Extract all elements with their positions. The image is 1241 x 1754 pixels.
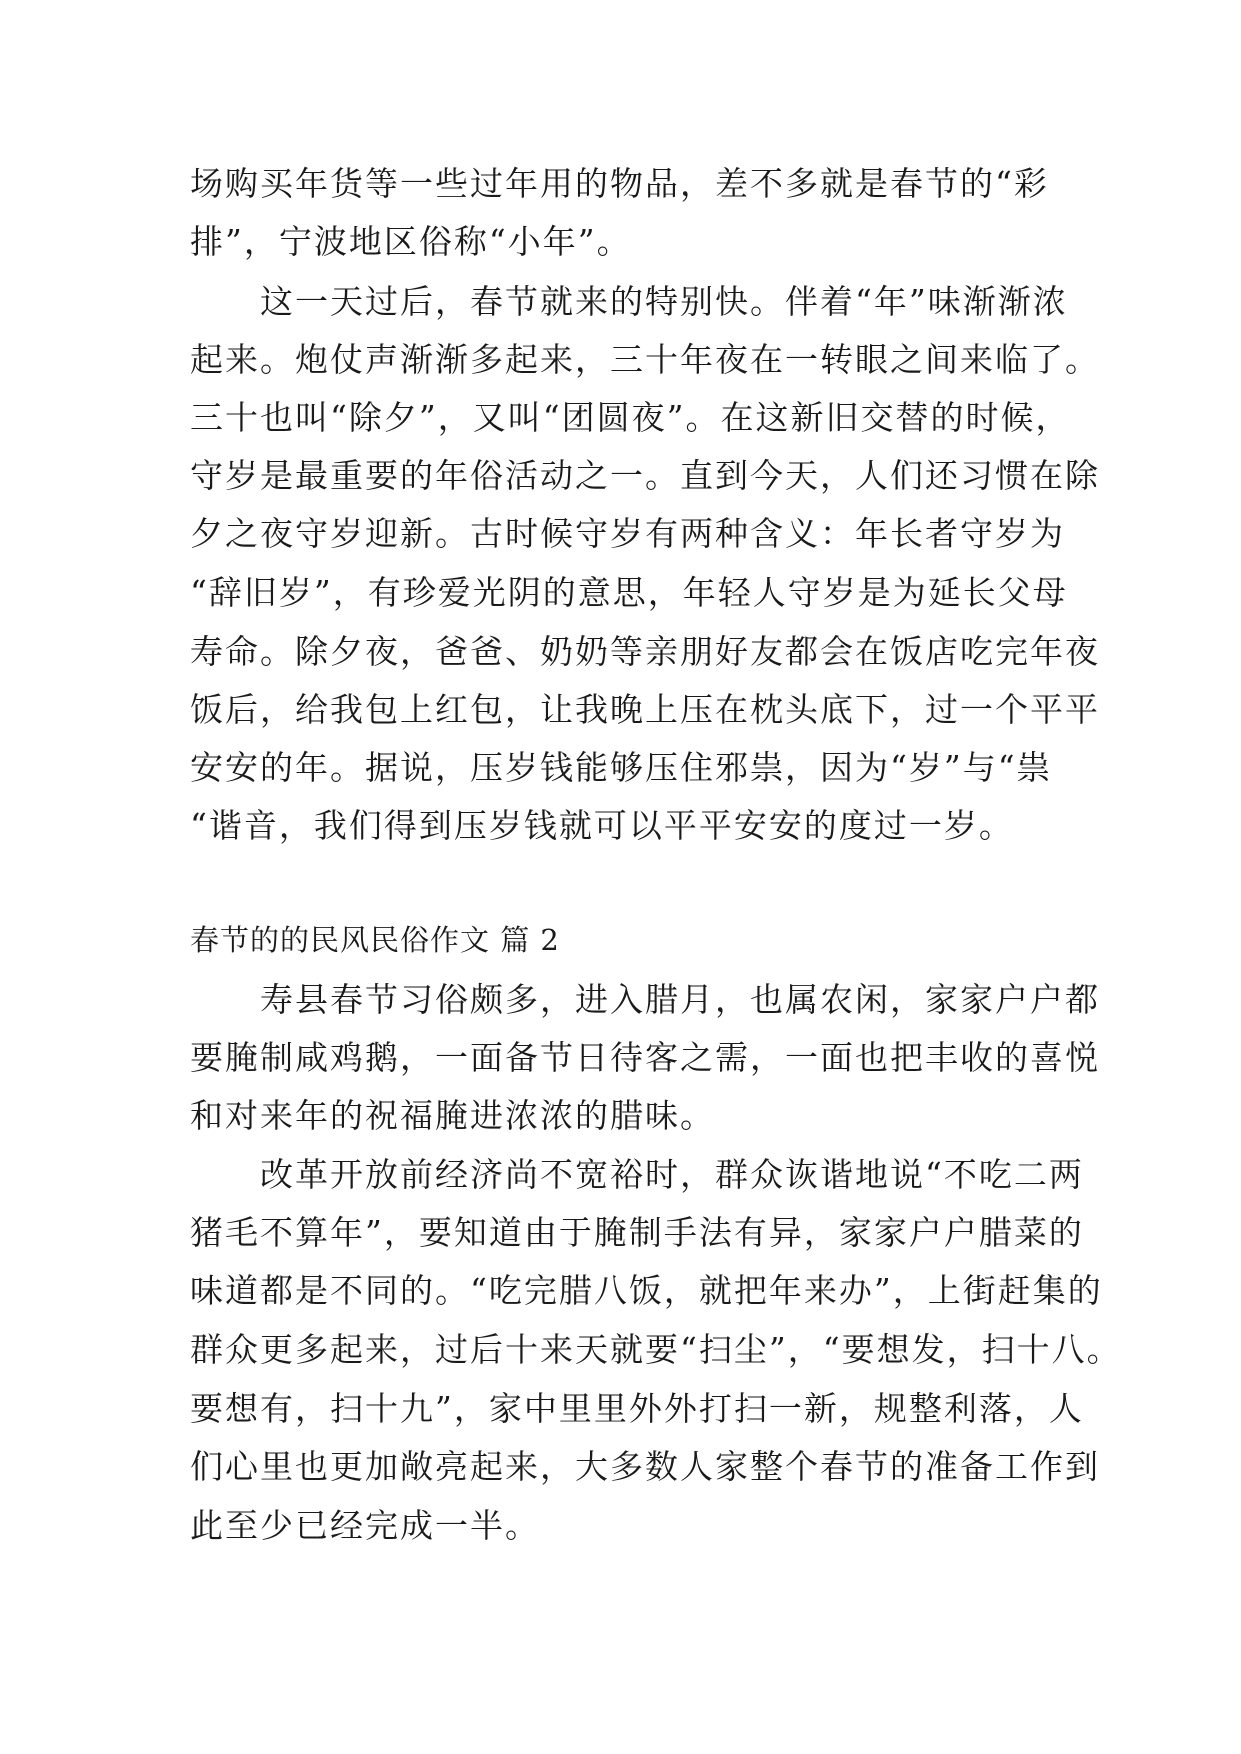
text-line: 要腌制咸鸡鹅，一面备节日待客之需，一面也把丰收的喜悦 [190,1038,1100,1077]
text-line: “谐音，我们得到压岁钱就可以平平安安的度过一岁。 [190,806,1014,845]
text-line: 群众更多起来，过后十来天就要“扫尘”，“要想发，扫十八。 [190,1330,1122,1369]
section-heading: 春节的的民风民俗作文 篇 2 [190,923,560,957]
text-line: 味道都是不同的。“吃完腊八饭，就把年来办”，上街赶集的 [190,1271,1103,1310]
text-line: 此至少已经完成一半。 [190,1506,540,1545]
text-line: 们心里也更加敞亮起来，大多数人家整个春节的准备工作到 [190,1447,1100,1486]
text-line: 安安的年。据说，压岁钱能够压住邪祟，因为“岁”与“祟 [190,748,1052,787]
text-line: “辞旧岁”，有珍爱光阴的意思，年轻人守岁是为延长父母 [190,573,1068,612]
text-line: 饭后，给我包上红包，让我晚上压在枕头底下，过一个平平 [190,690,1100,729]
text-line: 改革开放前经济尚不宽裕时，群众诙谐地说“不吃二两 [190,1155,1084,1194]
text-line: 和对来年的祝福腌进浓浓的腊味。 [190,1096,715,1135]
text-line: 猪毛不算年”，要知道由于腌制手法有异，家家户户腊菜的 [190,1213,1084,1252]
text-line: 起来。炮仗声渐渐多起来，三十年夜在一转眼之间来临了。 [190,340,1100,379]
text-line: 要想有，扫十九”，家中里里外外打扫一新，规整利落，人 [190,1389,1084,1428]
text-line: 守岁是最重要的年俗活动之一。直到今天，人们还习惯在除 [190,456,1100,495]
text-line: 排”，宁波地区俗称“小年”。 [190,222,632,261]
text-line: 这一天过后，春节就来的特别快。伴着“年”味渐渐浓 [190,282,1068,321]
text-line: 场购买年货等一些过年用的物品，差不多就是春节的“彩 [190,164,1049,203]
text-line: 夕之夜守岁迎新。古时候守岁有两种含义：年长者守岁为 [190,514,1065,553]
text-line: 寿县春节习俗颇多，进入腊月，也属农闲，家家户户都 [190,980,1100,1019]
text-line: 寿命。除夕夜，爸爸、奶奶等亲朋好友都会在饭店吃完年夜 [190,632,1100,671]
text-line: 三十也叫“除夕”，又叫“团圆夜”。在这新旧交替的时候， [190,398,1071,437]
